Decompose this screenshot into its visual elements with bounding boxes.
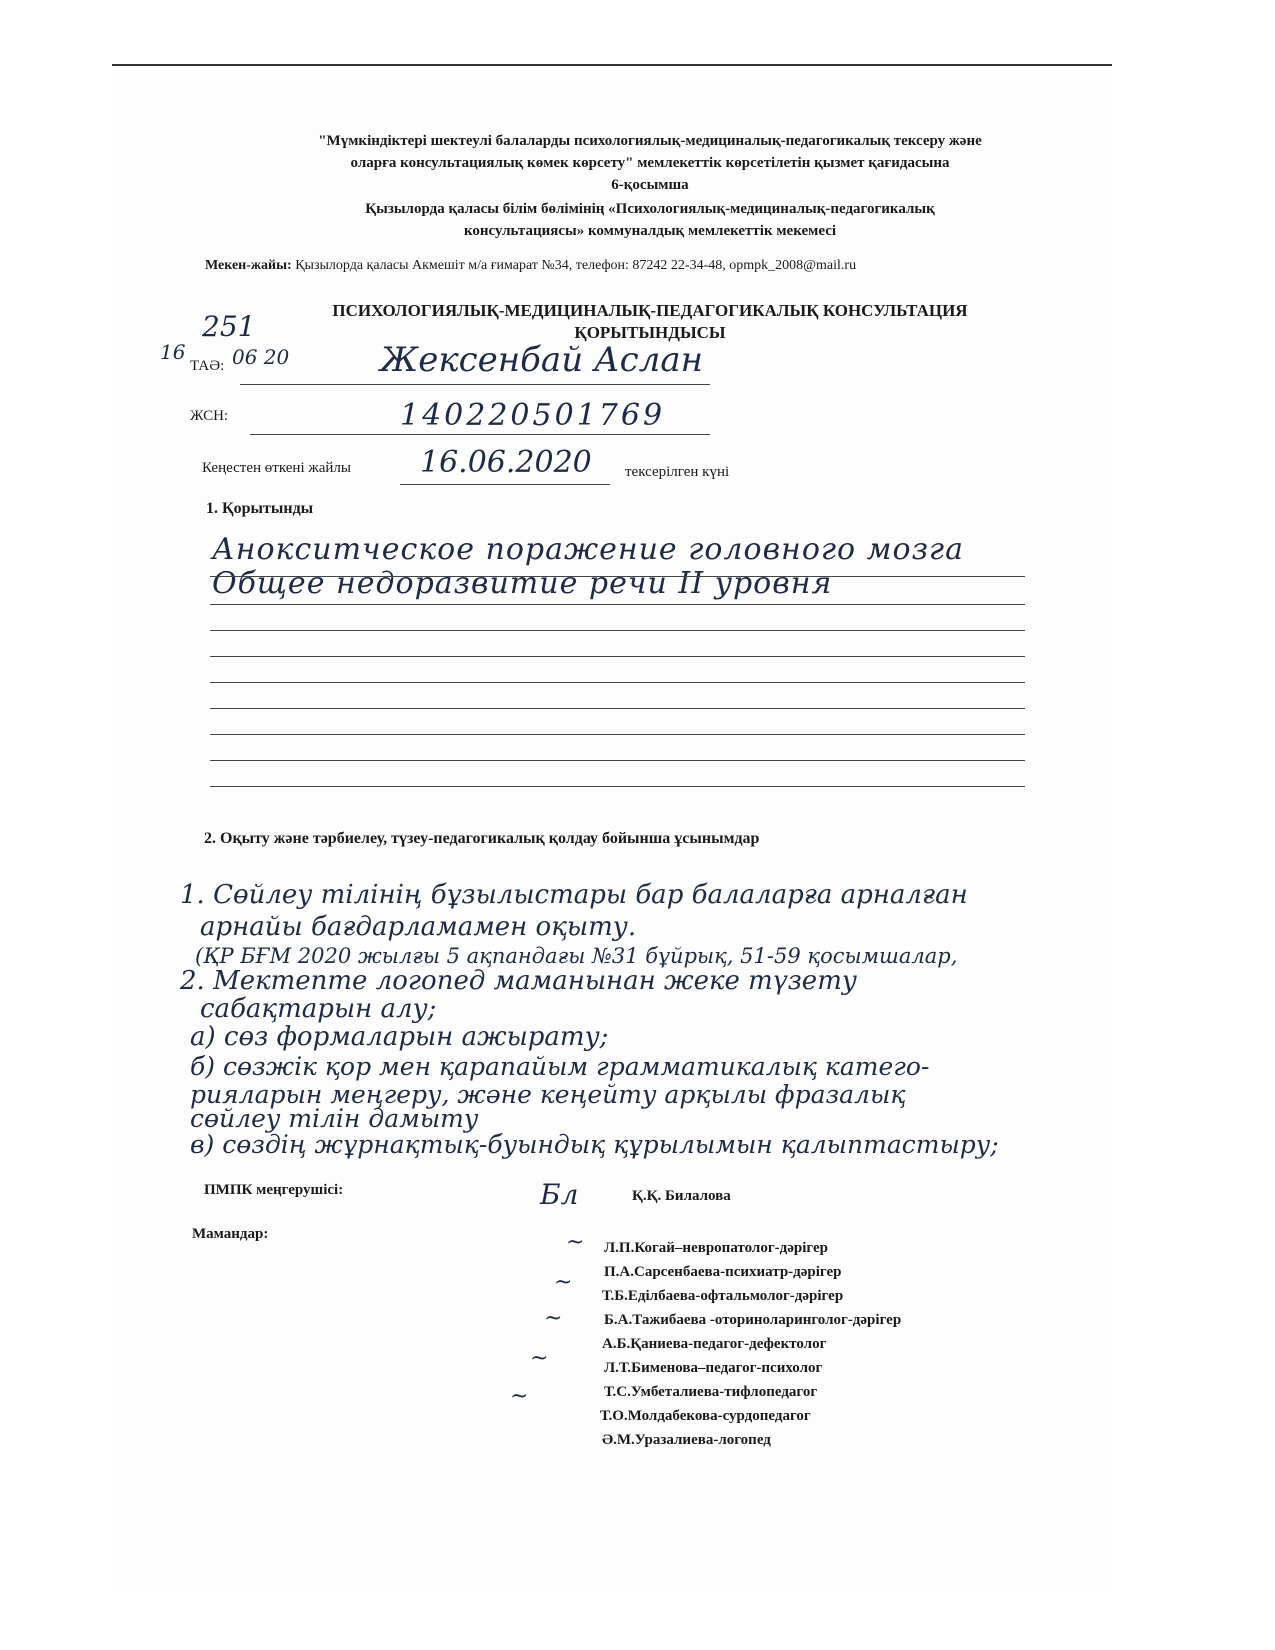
conclusion-rule — [210, 760, 1025, 761]
conclusion-line-2: Общее недоразвитие речи II уровня — [212, 566, 833, 601]
header-line-3: 6-қосымша — [611, 177, 689, 193]
recommendation-line: (ҚР БҒМ 2020 жылғы 5 ақпандағы №31 бұйрық, 51-59 қосымшалар, — [195, 944, 958, 968]
header-line-4: Қызылорда қаласы білім бөлімінің «Психологиялық-медициналық-педагогикалық — [365, 201, 935, 217]
specialist-name: Т.С.Умбеталиева-тифлопедагог — [604, 1384, 818, 1400]
recommendation-line: 1. Сөйлеу тілінің бұзылыстары бар балаларға арналған — [180, 880, 968, 910]
specialist-name: Ә.М.Уразалиева-логопед — [602, 1432, 771, 1448]
specialist-name: Л.П.Когай–невропатолог-дәрігер — [604, 1240, 828, 1256]
conclusion-rule — [210, 576, 1025, 577]
header-line-5: консультациясы» коммуналдық мемлекеттік мекемесі — [463, 223, 837, 239]
specialist-name: Л.Т.Бименова–педагог-психолог — [604, 1360, 823, 1376]
specialist-name: П.А.Сарсенбаева-психиатр-дәрігер — [604, 1264, 842, 1280]
conclusion-heading: 1. Қорытынды — [206, 500, 314, 517]
specialist-signature-mark: ~ — [510, 1384, 529, 1409]
conclusion-rule — [210, 682, 1025, 683]
specialist-name: Б.А.Тажибаева -оториноларинголог-дәрігер — [604, 1312, 902, 1328]
recommendation-line: сабақтарын алу; — [200, 994, 437, 1024]
date-handwritten: 06 20 — [232, 345, 290, 369]
conclusion-rule — [210, 656, 1025, 657]
name-underline — [240, 384, 710, 385]
specialist-signature-mark: ~ — [566, 1230, 585, 1255]
specialists-label: Мамандар: — [192, 1226, 269, 1242]
head-signature-mark: Бл — [540, 1178, 579, 1211]
recommendation-line: а) сөз формаларын ажырату; — [190, 1022, 609, 1052]
iin-value: 140220501769 — [400, 398, 666, 433]
header-line-1: "Мүмкіндіктері шектеулі балаларды психологиялық-медициналық-педагогикалық тексеру және — [318, 133, 982, 149]
conclusion-line-1: Анокситческое поражение головного мозга — [212, 532, 964, 567]
head-name: Қ.Қ. Билалова — [632, 1188, 731, 1204]
specialist-signature-mark: ~ — [544, 1306, 563, 1331]
registration-number: 251 — [202, 310, 256, 343]
recommendation-line: в) сөздің жұрнақтық-буындық құрылымын қалыптастыру; — [190, 1130, 999, 1159]
specialist-name: Т.О.Молдабекова-сурдопедагог — [600, 1408, 811, 1424]
document-sheet — [112, 64, 1112, 1586]
specialist-name: А.Б.Қаниева-педагог-дефектолог — [602, 1336, 827, 1352]
conclusion-rule — [210, 630, 1025, 631]
address-row — [205, 258, 856, 274]
conclusion-rule — [210, 786, 1025, 787]
checked-date-label: тексерілген күні — [625, 464, 730, 480]
recommendations-heading: 2. Оқыту және тәрбиелеу, түзеу-педагогикалық қолдау бойынша ұсынымдар — [204, 830, 760, 847]
document-title-line-1: ПСИХОЛОГИЯЛЫҚ-МЕДИЦИНАЛЫҚ-ПЕДАГОГИКАЛЫҚ КОНСУЛЬТАЦИЯ — [332, 301, 968, 320]
visit-label: Кеңестен өткені жайлы — [202, 460, 351, 476]
recommendation-line: рияларын меңгеру, және кеңейту арқылы фразалық — [190, 1080, 906, 1109]
recommendation-line: 2. Мектепте логопед маманынан жеке түзету — [180, 966, 857, 996]
recommendation-line: арнайы бағдарламамен оқыту. — [200, 912, 637, 942]
conclusion-rule — [210, 734, 1025, 735]
specialist-signature-mark: ~ — [554, 1270, 573, 1295]
name-label: ТАӘ: — [190, 358, 225, 374]
address-text: Қызылорда қаласы Акмешіт м/а ғимарат №34, телефон: 87242 22-34-48, opmpk_2008@mail.ru — [295, 258, 857, 273]
conclusion-rule — [210, 708, 1025, 709]
recommendation-line: сөйлеу тілін дамыту — [190, 1104, 479, 1133]
name-value: Жексенбай Аслан — [380, 340, 704, 380]
visit-underline — [400, 484, 610, 485]
iin-label: ЖСН: — [190, 408, 229, 424]
iin-underline — [250, 434, 710, 435]
specialist-signature-mark: ~ — [530, 1346, 549, 1371]
document-title-line-2: ҚОРЫТЫНДЫСЫ — [574, 323, 726, 342]
conclusion-rule — [210, 604, 1025, 605]
date-prefix: 16 — [160, 340, 186, 364]
head-label: ПМПК меңгерушісі: — [204, 1182, 344, 1198]
address-label: Мекен-жайы: — [205, 258, 292, 273]
recommendation-line: б) сөзжік қор мен қарапайым грамматикалық катего- — [190, 1052, 930, 1081]
visit-date: 16.06.2020 — [420, 445, 592, 480]
header-line-2: оларға консультациялық көмек көрсету" мемлекеттік көрсетілетін қызмет қағидасына — [350, 155, 950, 171]
specialist-name: Т.Б.Еділбаева-офтальмолог-дәрігер — [602, 1288, 844, 1304]
